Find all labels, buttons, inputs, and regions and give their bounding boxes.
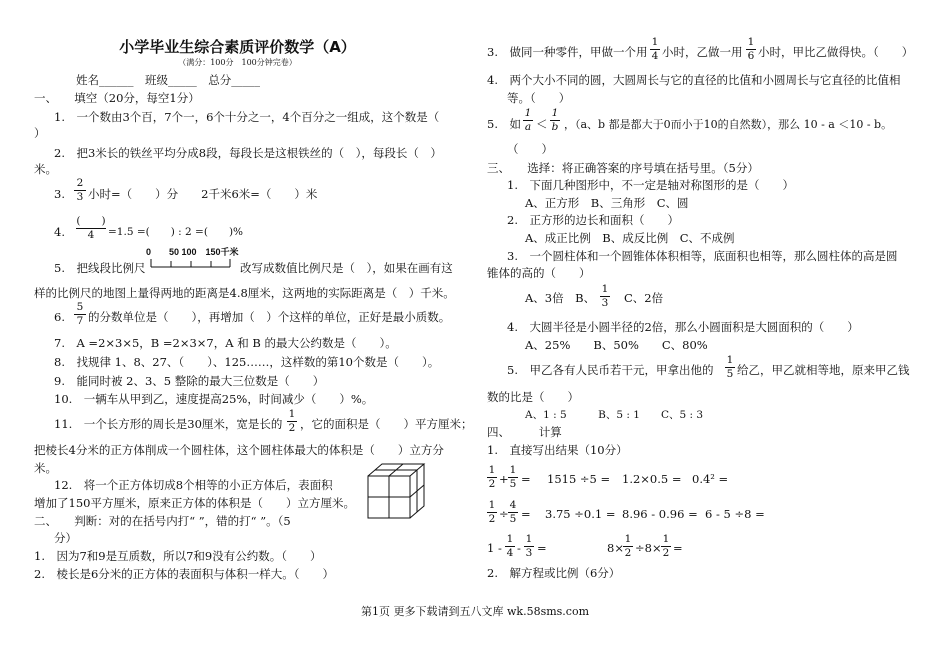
q1-6-fraction: 5 7 bbox=[74, 302, 86, 327]
q1-6-num: 6. bbox=[54, 310, 65, 324]
q3-4: 4. 大圆半径是小圆半径的2倍，那么小圆面积是大圆面积的（ ） bbox=[507, 320, 859, 334]
calc-r3-a: 1 - bbox=[487, 541, 502, 555]
q1-6: 的分数单位是（ ），再增加（ ）个这样的单位，正好是最小质数。 bbox=[88, 310, 451, 324]
q1-3-num: 3. bbox=[54, 187, 65, 201]
section-4-heading: 四、 计算 bbox=[487, 425, 562, 439]
scale-bar-labels: 0 50 100 150千米 bbox=[146, 247, 239, 257]
q2-5: 5. 如 bbox=[487, 117, 521, 131]
q3-3-cont: 锥体的高的（ ） bbox=[487, 266, 591, 280]
calc-r1-4: 0.4² = bbox=[692, 472, 729, 486]
cube-figure bbox=[362, 460, 432, 522]
q1-8: 8. 找规律 1、8、27、（ ）、125……，这样数的第10个数是（ ）。 bbox=[54, 355, 440, 369]
q1-1-cont: ） bbox=[34, 126, 46, 140]
calc-r3-b: 8× bbox=[607, 541, 624, 555]
q2-3: 3. 做同一种零件，甲做一个用 bbox=[487, 45, 648, 59]
q1-5: 5. 把线段比例尺 bbox=[54, 261, 146, 275]
q1-4-fraction: ( ) 4 bbox=[76, 215, 106, 241]
q3-5-fraction: 1 5 bbox=[726, 354, 734, 380]
q2-4: 4. 两个大小不同的圆，大圆周长与它的直径的比值和小圆周长与它直径的比值相 bbox=[487, 73, 901, 87]
q2-4-cont: 等。（ ） bbox=[507, 91, 571, 105]
calc-r3-op: - bbox=[517, 541, 521, 555]
q1-7: 7. A =2×3×5，B =2×3×7，A 和 B 的最大公约数是（ ）。 bbox=[54, 336, 397, 350]
q3-3: 3. 一个圆柱体和一个圆锥体体积相等，底面积也相等，那么圆柱体的高是圆 bbox=[507, 249, 898, 263]
q2-3-fraction-1: 1 4 bbox=[651, 36, 659, 62]
q1-2-cont: 米。 bbox=[34, 162, 57, 176]
q2-3-fraction-2: 1 6 bbox=[747, 36, 755, 62]
q3-5-options: A、1 : 5 B、5 : 1 C、5 : 3 bbox=[525, 409, 704, 421]
calc-r2-2: 3.75 ÷0.1 = bbox=[545, 507, 616, 521]
q1-4: =1.5 =( ) : 2 =( )% bbox=[108, 226, 244, 238]
q3-2-options: A、成正比例 B、成反比例 C、不成例 bbox=[525, 231, 735, 245]
q3-3-fraction: 1 3 bbox=[601, 283, 609, 309]
calc-r3-b2: ÷8× bbox=[635, 541, 662, 555]
q1-3: 小时=（ ）分 2千米6米=（ ）米 bbox=[88, 187, 318, 201]
q1-11-cont: ，它的面积是（ ）平方厘米； bbox=[300, 417, 473, 431]
q1-2: 2. 把3米长的铁丝平均分成8段，每段长是这根铁丝的（ ），每段长（ ） bbox=[54, 146, 442, 160]
page-footer: 第1页 更多下载请到五八文库 wk.58sms.com bbox=[361, 605, 589, 618]
q2-5-cont: ，（a、b 都是都大于0而小于10的自然数），那么 10 - a ＜10 - b。 bbox=[564, 118, 893, 131]
q3-1-options: A、正方形 B、三角形 C、圆 bbox=[525, 196, 689, 210]
calc-r2-3: 8.96 - 0.96 = bbox=[622, 507, 698, 521]
calc-r1-3: 1.2×0.5 = bbox=[622, 472, 682, 486]
q3-5-cont2: 数的比是（ ） bbox=[487, 390, 579, 404]
section-2-heading: 二、 判断：对的在括号内打“ ”，错的打“ ”。（5 bbox=[34, 514, 291, 528]
q1-12-cont: 增加了150平方厘米，原来正方体的体积是（ ）立方厘米。 bbox=[34, 496, 355, 510]
calc-r3-frac-3: 1 2 bbox=[624, 533, 632, 559]
q3-5: 5. 甲乙各有人民币若干元，甲拿出他的 bbox=[507, 363, 714, 377]
q1-9: 9. 能同时被 2、3、5 整除的最大三位数是（ ） bbox=[54, 374, 325, 388]
calc-r3-frac-1: 1 4 bbox=[506, 533, 514, 559]
calc-r2-op: ÷ bbox=[499, 507, 509, 521]
q2-1: 1. 因为7和9是互质数，所以7和9没有公约数。（ ） bbox=[34, 549, 322, 563]
calc-r3-b3: = bbox=[673, 541, 683, 555]
calc-r2-frac-a: 1 2 bbox=[488, 499, 496, 525]
calc-r3-eq: = bbox=[537, 541, 547, 555]
q1-11-cont3: 米。 bbox=[34, 461, 57, 475]
q3-5-cont: 给乙，甲乙就相等地，原来甲乙钱 bbox=[737, 363, 910, 377]
calc-r3-frac-4: 1 2 bbox=[662, 533, 670, 559]
q1-5-cont2: 样的比例尺的地图上量得两地的距离是4.8厘米，这两地的实际距离是（ ）千米。 bbox=[34, 286, 455, 300]
q3-4-options: A、25% B、50% C、80% bbox=[525, 338, 708, 352]
q1-10: 10. 一辆车从甲到乙，速度提高25%，时间减少（ ）%。 bbox=[54, 392, 374, 406]
q3-2: 2. 正方形的边长和面积（ ） bbox=[507, 213, 679, 227]
q2-3-cont2: 小时，甲比乙做得快。（ ） bbox=[758, 45, 914, 59]
calc-r3-frac-2: 1 3 bbox=[525, 533, 533, 559]
page-title: 小学毕业生综合素质评价数学（A） bbox=[119, 38, 356, 56]
calc-r1-eq: = bbox=[521, 472, 531, 486]
q1-11-fraction: 1 2 bbox=[288, 408, 296, 434]
q1-12: 12. 将一个正方体切成8个相等的小正方体后，表面积 bbox=[54, 478, 333, 492]
calc-r2-4: 6 - 5 ÷8 = bbox=[705, 507, 765, 521]
q2-5-fraction-a: 1 a bbox=[524, 107, 532, 133]
q2-5-lt: ＜ bbox=[536, 117, 548, 131]
q1-11-cont2: 把棱长4分米的正方体削成一个圆柱体，这个圆柱体最大的体积是（ ）立方分 bbox=[34, 443, 444, 457]
calc-r1-plus: + bbox=[499, 472, 509, 486]
name-row: 姓名______ 班级_____ 总分_____ bbox=[76, 73, 260, 87]
calc-1-heading: 1. 直接写出结果（10分） bbox=[487, 443, 628, 457]
q2-3-cont: 小时，乙做一用 bbox=[662, 45, 743, 59]
section-3-heading: 三、 选择：将正确答案的序号填在括号里。（5分） bbox=[487, 161, 759, 175]
section-2-heading-cont: 分） bbox=[54, 531, 77, 545]
calc-r2-frac-b: 4 5 bbox=[509, 499, 517, 525]
calc-r1-frac-a: 1 2 bbox=[488, 464, 496, 490]
q1-11: 11. 一个长方形的周长是30厘米，宽是长的 bbox=[54, 417, 283, 431]
q1-5-cont: 改写成数值比例尺是（ ），如果在画有这 bbox=[240, 261, 453, 275]
q1-4-num: 4. bbox=[54, 225, 65, 239]
q2-5-paren: （ ） bbox=[507, 142, 553, 156]
calc-r1-2: 1515 ÷5 = bbox=[547, 472, 611, 486]
page-subtitle: （满分：100分 100分钟完卷） bbox=[178, 58, 297, 67]
calc-2-heading: 2. 解方程或比例（6分） bbox=[487, 566, 621, 580]
scale-bar bbox=[150, 258, 232, 268]
calc-r1-frac-b: 1 5 bbox=[509, 464, 517, 490]
q3-3-options: A、3倍 B、 bbox=[525, 291, 596, 305]
calc-r2-eq: = bbox=[521, 507, 531, 521]
q1-3-fraction: 2 3 bbox=[74, 178, 86, 203]
q1-1: 1. 一个数由3个百，7个一，6个十分之一，4个百分之一组成，这个数是（ bbox=[54, 110, 440, 124]
section-1-heading: 一、 填空（20分，每空1分） bbox=[34, 91, 200, 105]
q3-1: 1. 下面几种图形中，不一定是轴对称图形的是（ ） bbox=[507, 178, 794, 192]
q2-5-fraction-b: 1 b bbox=[551, 107, 559, 133]
q3-3-option-c: C、2倍 bbox=[624, 291, 664, 305]
q2-2: 2. 棱长是6分米的正方体的表面积与体积一样大。（ ） bbox=[34, 567, 335, 581]
